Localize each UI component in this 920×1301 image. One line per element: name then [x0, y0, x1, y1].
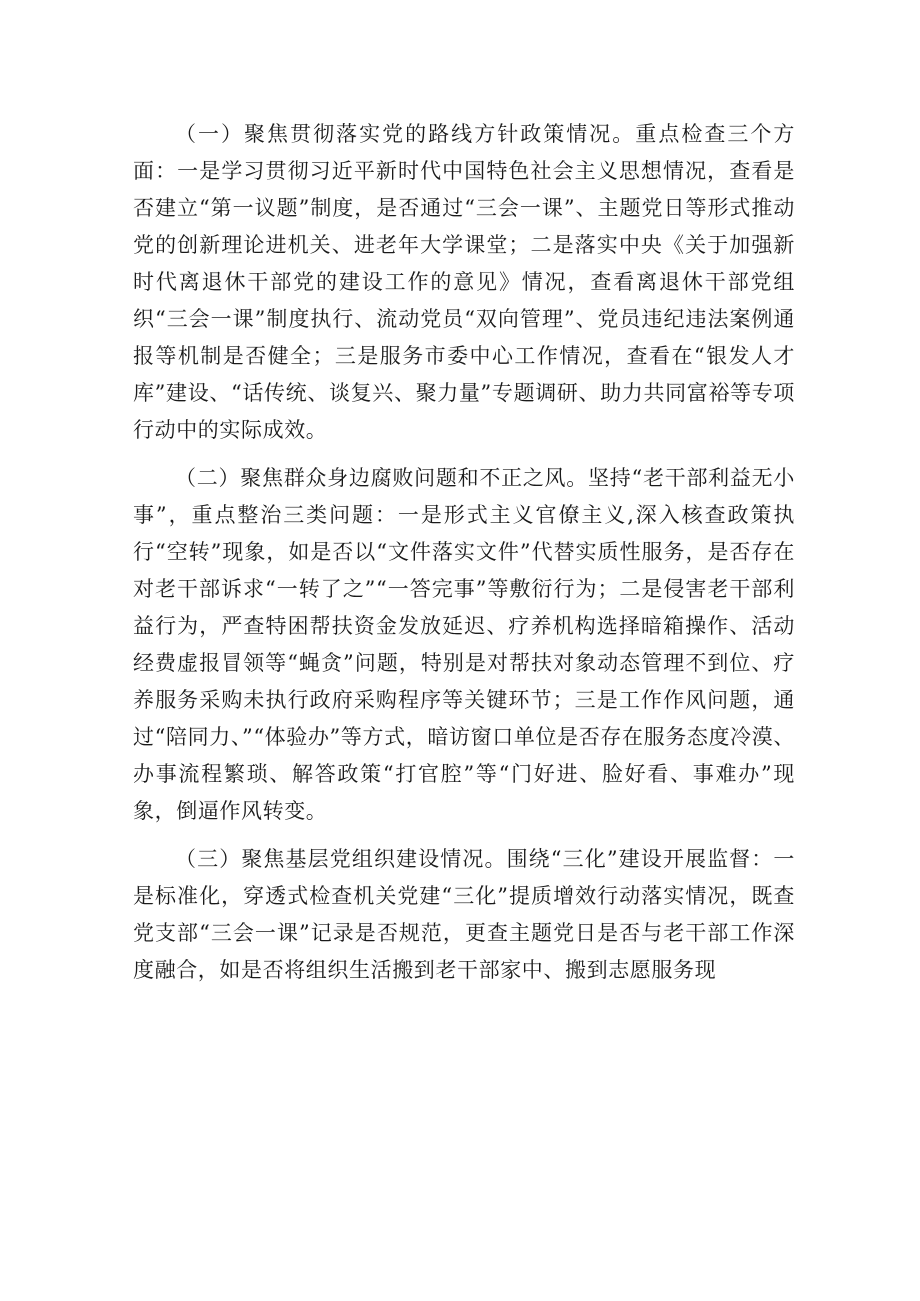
- paragraph-section-3: （三）聚焦基层党组织建设情况。围绕“三化”建设开展监督：一是标准化，穿透式检查机关党建“三化”提质增效行动落实情况，既查党支部“三会一课”记录是否规范，更查主题党日是否与老干部工作深度融合，如是否将组织生活搬到老干部家中、搬到志愿服务现: [133, 847, 795, 982]
- paragraph-section-2: （二）聚焦群众身边腐败问题和不正之风。坚持“老干部利益无小事”，重点整治三类问题：一是形式主义官僚主义,深入核查政策执行“空转”现象，如是否以“文件落实文件”代替实质性服务，是否存在对老干部诉求“一转了之”“一答完事”等敷衍行为；二是侵害老干部利益行为，严查特困帮扶资金发放延迟、疗养机构选择暗箱操作、活动经费虚报冒领等“蝇贪”问题，特别是对帮扶对象动态管理不到位、疗养服务采购未执行政府采购程序等关键环节；三是工作作风问题，通过“陪同力、”“体验办”等方式，暗访窗口单位是否存在服务态度冷漠、办事流程繁琐、解答政策“打官腔”等“门好进、脸好看、事难办”现象，倒逼作风转变。: [133, 466, 795, 823]
- paragraph-section-1: （一）聚焦贯彻落实党的路线方针政策情况。重点检查三个方面：一是学习贯彻习近平新时代中国特色社会主义思想情况，查看是否建立“第一议题”制度，是否通过“三会一课”、主题党日等形式推动党的创新理论进机关、进老年大学课堂；二是落实中央《关于加强新时代离退休干部党的建设工作的意见》情况，查看离退休干部党组织“三会一课”制度执行、流动党员“双向管理”、党员违纪违法案例通报等机制是否健全；三是服务市委中心工作情况，查看在“银发人才库”建设、“话传统、谈复兴、聚力量”专题调研、助力共同富裕等专项行动中的实际成效。: [133, 122, 795, 442]
- document-body: [133, 116, 795, 989]
